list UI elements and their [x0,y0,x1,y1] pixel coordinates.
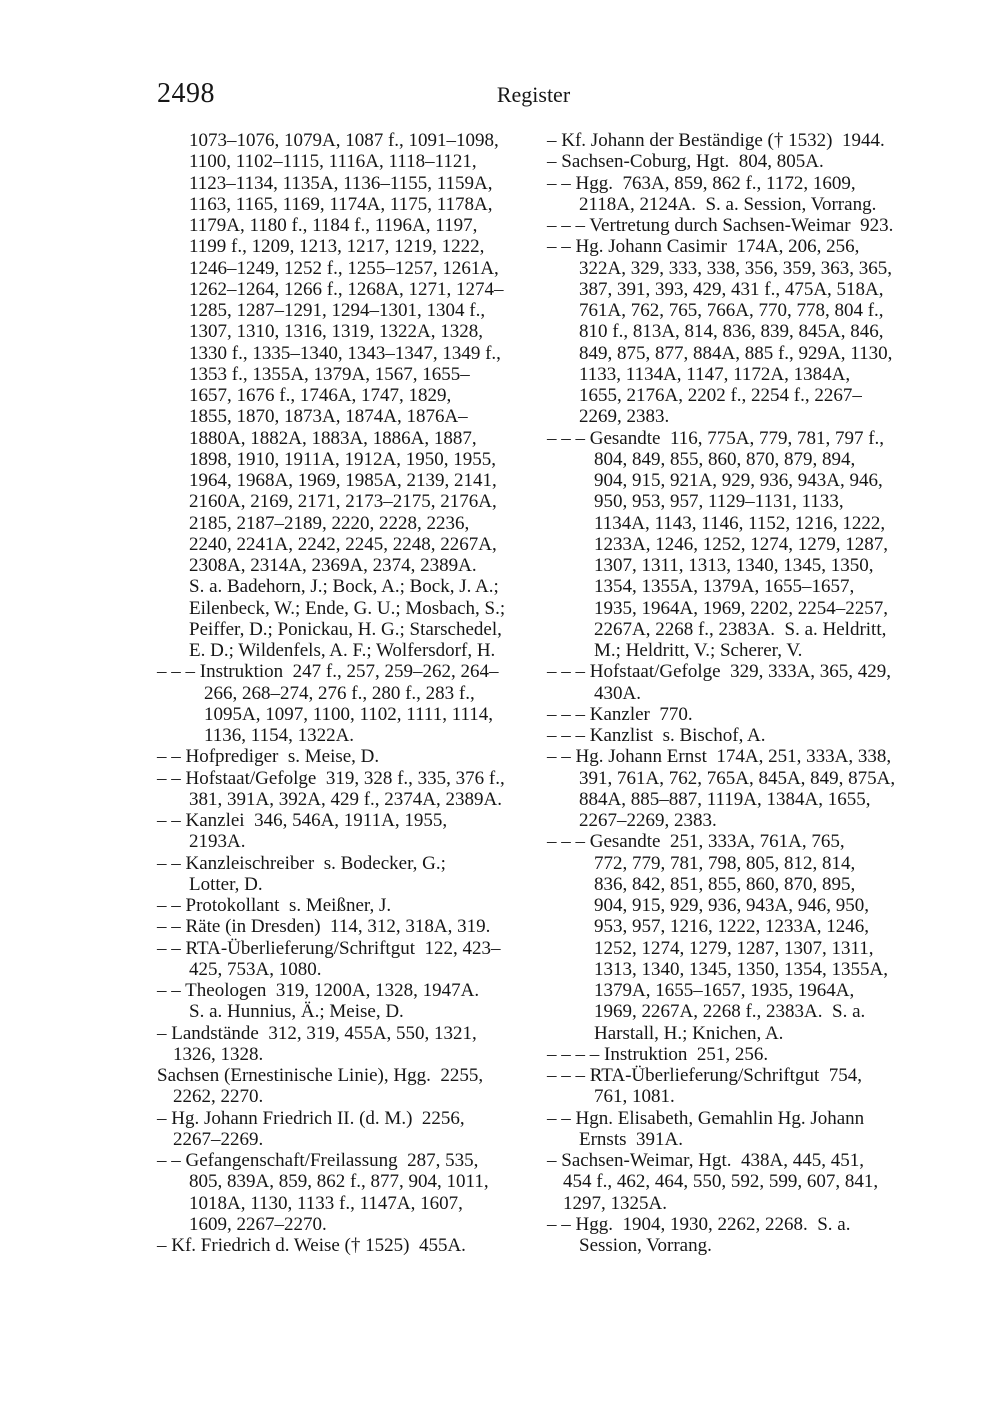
index-line: Eilenbeck, W.; Ende, G. U.; Mosbach, S.; [189,597,506,619]
index-line: 381, 391A, 392A, 429 f., 2374A, 2389A. [189,788,502,810]
index-line: 1307, 1310, 1316, 1319, 1322A, 1328, [189,321,483,343]
index-line: – – – Vertretung durch Sachsen-Weimar 923. [547,215,894,236]
index-line: 1246–1249, 1252 f., 1255–1257, 1261A, [189,257,499,279]
index-line: 1123–1134, 1135A, 1136–1155, 1159A, [189,172,493,194]
index-line: – – – Kanzlist s. Bischof, A. [547,725,766,746]
index-line: 849, 875, 877, 884A, 885 f., 929A, 1130, [579,342,893,364]
index-line: 1307, 1311, 1313, 1340, 1345, 1350, [594,555,874,576]
index-line: – Sachsen-Weimar, Hgt. 438A, 445, 451, [547,1150,864,1171]
index-line: S. a. Hunnius, Ä.; Meise, D. [189,1001,404,1023]
index-line: 810 f., 813A, 814, 836, 839, 845A, 846, [579,321,884,343]
index-line: – – – Kanzler 770. [547,703,693,725]
index-line: 761, 1081. [594,1086,675,1108]
page-number: 2498 [157,78,215,109]
index-line: 836, 842, 851, 855, 860, 870, 895, [594,873,856,895]
index-line: 1655, 2176A, 2202 f., 2254 f., 2267– [579,385,862,406]
index-line: – – Hgn. Elisabeth, Gemahlin Hg. Johann [547,1107,865,1129]
index-line: 1199 f., 1209, 1213, 1217, 1219, 1222, [189,236,485,258]
index-line: 1262–1264, 1266 f., 1268A, 1271, 1274– [189,278,504,300]
index-line: – Landstände 312, 319, 455A, 550, 1321, [157,1022,477,1044]
index-line: 1354, 1355A, 1379A, 1655–1657, [594,576,855,598]
index-line: – – Hofprediger s. Meise, D. [157,746,380,768]
index-line: 904, 915, 921A, 929, 936, 943A, 946, [594,470,883,491]
index-line: 322A, 329, 333, 338, 356, 359, 363, 365, [579,257,892,279]
index-line: – Kf. Friedrich d. Weise († 1525) 455A. [157,1235,466,1256]
index-line: 1133, 1134A, 1147, 1172A, 1384A, [579,363,851,385]
index-line: 425, 753A, 1080. [189,958,322,980]
index-line: 804, 849, 855, 860, 870, 879, 894, [594,448,856,470]
index-line: 1326, 1328. [173,1043,264,1065]
index-line: Harstall, H.; Knichen, A. [594,1022,784,1044]
index-line: 1179A, 1180 f., 1184 f., 1196A, 1197, [189,215,478,236]
index-line: 454 f., 462, 464, 550, 592, 599, 607, 841, [563,1171,879,1193]
index-line: 1073–1076, 1079A, 1087 f., 1091–1098, [189,130,499,151]
index-line: 884A, 885–887, 1119A, 1384A, 1655, [579,788,871,810]
index-line: 1134A, 1143, 1146, 1152, 1216, 1222, [594,512,886,534]
index-line: Sachsen (Ernestinische Linie), Hgg. 2255, [157,1065,484,1086]
index-line: 2118A, 2124A. S. a. Session, Vorrang. [579,193,877,215]
index-line: – – Theologen 319, 1200A, 1328, 1947A. [157,980,480,1001]
index-line: – – – Gesandte 251, 333A, 761A, 765, [547,831,845,853]
index-line: – Sachsen-Coburg, Hgt. 804, 805A. [547,151,824,173]
index-line: 953, 957, 1216, 1222, 1233A, 1246, [594,916,869,938]
index-line: 2308A, 2314A, 2369A, 2374, 2389A. [189,555,477,576]
index-line: 772, 779, 781, 798, 805, 812, 814, [594,852,856,874]
index-line: – – – Hofstaat/Gefolge 329, 333A, 365, 429, [547,661,892,683]
index-line: 1100, 1102–1115, 1116A, 1118–1121, [189,151,477,173]
index-line: 1353 f., 1355A, 1379A, 1567, 1655– [189,363,470,385]
index-line: 1969, 2267A, 2268 f., 2383A. S. a. [594,1001,866,1023]
index-line: 1609, 2267–2270. [189,1213,327,1235]
index-line: 2240, 2241A, 2242, 2245, 2248, 2267A, [189,533,497,555]
index-line: 904, 915, 929, 936, 943A, 946, 950, [594,895,869,916]
index-line: 2267–2269, 2383. [579,810,717,831]
index-line: 1379A, 1655–1657, 1935, 1964A, [594,980,855,1001]
index-line: 950, 953, 957, 1129–1131, 1133, [594,491,844,513]
index-line: 2262, 2270. [173,1086,264,1108]
index-line: – – Hgg. 1904, 1930, 2262, 2268. S. a. [547,1213,851,1235]
right-column [547,130,917,1256]
index-line: 1855, 1870, 1873A, 1874A, 1876A– [189,406,468,428]
index-line: Ernsts 391A. [579,1128,683,1150]
index-line: – – – Instruktion 247 f., 257, 259–262, 264– [157,661,499,683]
index-line: 2193A. [189,831,246,853]
index-line: 1285, 1287–1291, 1294–1301, 1304 f., [189,300,486,321]
index-line: 2267A, 2268 f., 2383A. S. a. Heldritt, [594,618,887,640]
index-line: 2269, 2383. [579,406,670,428]
index-line: – – RTA-Überlieferung/Schriftgut 122, 423– [157,937,501,959]
index-line: – Hg. Johann Friedrich II. (d. M.) 2256, [157,1107,465,1129]
index-line: 1935, 1964A, 1969, 2202, 2254–2257, [594,597,888,619]
index-line: 1136, 1154, 1322A. [204,725,355,746]
index-line: 2185, 2187–2189, 2220, 2228, 2236, [189,512,470,534]
index-line: 1233A, 1246, 1252, 1274, 1279, 1287, [594,533,888,555]
index-line: 391, 761A, 762, 765A, 845A, 849, 875A, [579,767,896,789]
index-line: 1330 f., 1335–1340, 1343–1347, 1349 f., [189,342,501,364]
index-line: Lotter, D. [189,873,263,895]
index-line: 430A. [594,682,641,704]
index-line: – – – RTA-Überlieferung/Schriftgut 754, [547,1065,862,1086]
running-header: Register [496,82,571,107]
index-line: – – Hg. Johann Ernst 174A, 251, 333A, 338, [547,746,892,768]
index-line: – – – – Instruktion 251, 256. [547,1043,769,1065]
index-line: 2267–2269. [173,1128,264,1150]
index-line: – – Kanzleischreiber s. Bodecker, G.; [157,852,446,874]
index-line: Session, Vorrang. [579,1235,712,1256]
index-line: 266, 268–274, 276 f., 280 f., 283 f., [204,682,475,704]
index-line: – Kf. Johann der Beständige († 1532) 1944. [547,130,885,151]
index-line: – – Kanzlei 346, 546A, 1911A, 1955, [157,810,448,831]
index-line: 1297, 1325A. [563,1192,667,1214]
index-line: 1880A, 1882A, 1883A, 1886A, 1887, [189,427,477,449]
left-column [157,130,527,1256]
index-line: 1964, 1968A, 1969, 1985A, 2139, 2141, [189,470,497,491]
index-line: 1018A, 1130, 1133 f., 1147A, 1607, [189,1192,463,1214]
index-line: – – Hg. Johann Casimir 174A, 206, 256, [547,236,860,258]
index-line: – – Hgg. 763A, 859, 862 f., 1172, 1609, [547,172,856,194]
index-line: 761A, 762, 765, 766A, 770, 778, 804 f., [579,300,884,321]
page-header [157,80,910,114]
index-line: – – Protokollant s. Meißner, J. [157,895,392,916]
index-line: – – Gefangenschaft/Freilassung 287, 535, [157,1150,479,1171]
index-line: Peiffer, D.; Ponickau, H. G.; Starschedel, [189,618,502,640]
index-line: 805, 839A, 859, 862 f., 877, 904, 1011, [189,1171,489,1193]
index-line: 1313, 1340, 1345, 1350, 1354, 1355A, [594,958,888,980]
index-line: 387, 391, 393, 429, 431 f., 475A, 518A, [579,278,884,300]
index-line: 1657, 1676 f., 1746A, 1747, 1829, [189,385,452,406]
index-line: 2160A, 2169, 2171, 2173–2175, 2176A, [189,491,497,513]
index-line: 1252, 1274, 1279, 1287, 1307, 1311, [594,937,874,959]
index-line: 1898, 1910, 1911A, 1912A, 1950, 1955, [189,448,496,470]
index-line: – – – Gesandte 116, 775A, 779, 781, 797 f., [547,427,885,449]
index-line: E. D.; Wildenfels, A. F.; Wolfersdorf, H. [189,640,496,661]
index-line: 1095A, 1097, 1100, 1102, 1111, 1114, [204,703,494,725]
index-line: – – Räte (in Dresden) 114, 312, 318A, 319. [157,916,491,938]
index-line: M.; Heldritt, V.; Scherer, V. [594,640,803,661]
index-line: S. a. Badehorn, J.; Bock, A.; Bock, J. A.; [189,576,499,598]
index-line: – – Hofstaat/Gefolge 319, 328 f., 335, 376 f., [157,767,505,789]
index-line: 1163, 1165, 1169, 1174A, 1175, 1178A, [189,193,493,215]
